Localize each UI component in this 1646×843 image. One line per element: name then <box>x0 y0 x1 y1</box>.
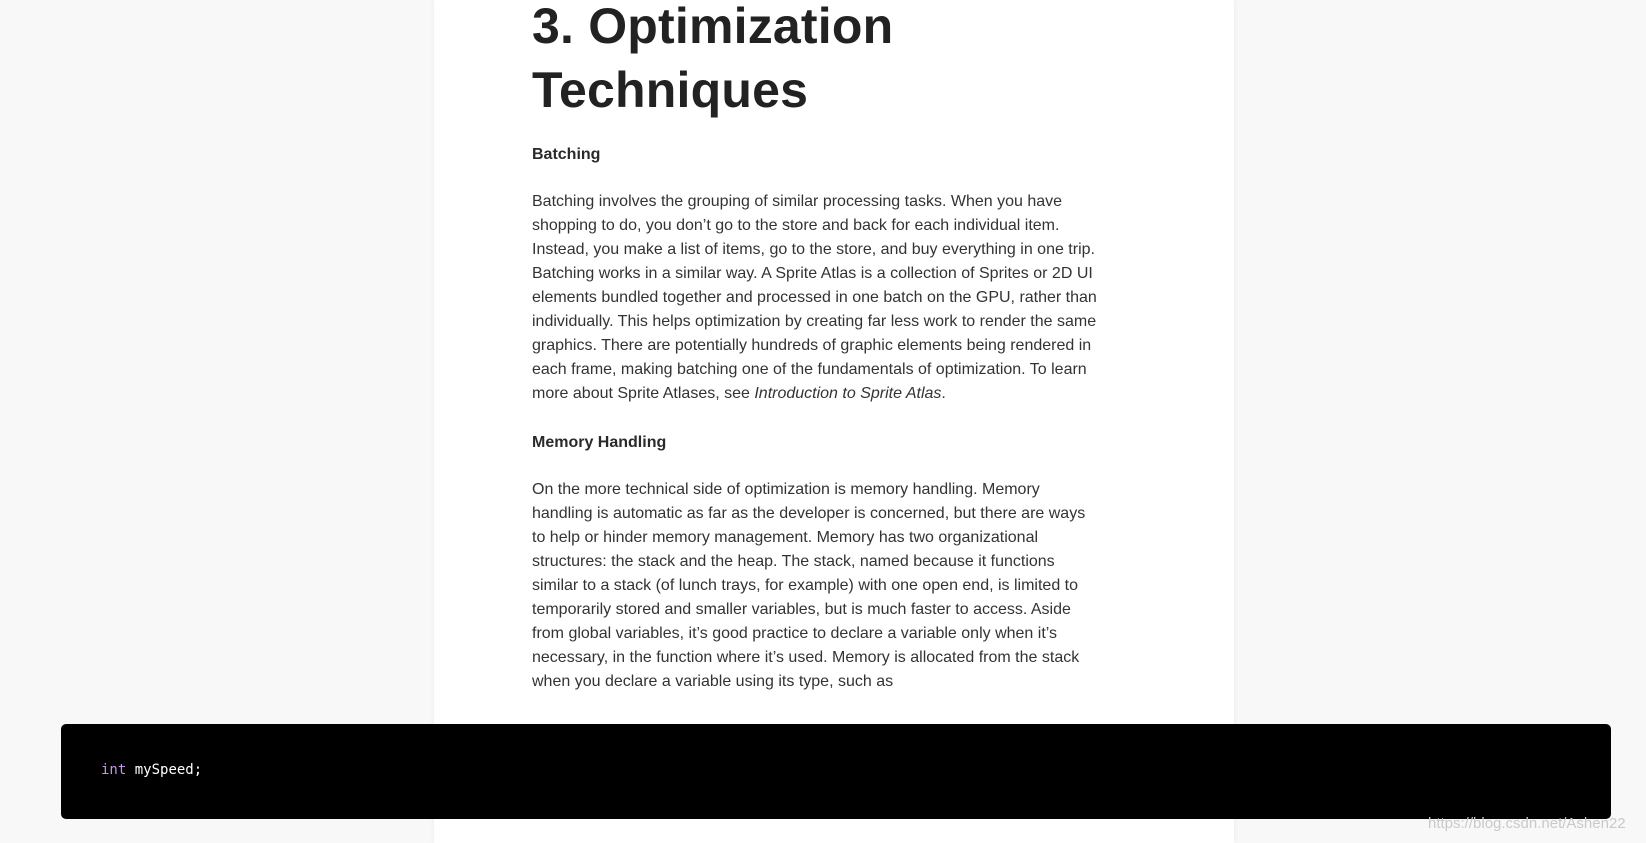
paragraph-line: elements bundled together and processed in one batch on the GPU, rather than <box>532 289 1097 306</box>
paragraph-line: graphics. There are potentially hundreds of graphic elements being rendered in <box>532 337 1092 354</box>
paragraph-line: from global variables, it’s good practice to declare a variable only when it’s <box>532 625 1058 642</box>
code-keyword: int <box>101 762 127 778</box>
code-line <box>101 762 202 778</box>
paragraph-line: handling is automatic as far as the developer is concerned, but there are ways <box>532 505 1086 522</box>
paragraph-text: more about Sprite Atlases, see <box>532 385 755 402</box>
paragraph-line: to help or hinder memory management. Memory has two organizational <box>532 529 1039 546</box>
batching-paragraph <box>532 190 1142 406</box>
paragraph-line: necessary, in the function where it’s used. Memory is allocated from the stack <box>532 649 1080 666</box>
paragraph-line: when you declare a variable using its type, such as <box>532 673 894 690</box>
paragraph-line: individually. This helps optimization by creating far less work to render the same <box>532 313 1097 330</box>
section-title <box>532 0 893 122</box>
paragraph-line: temporarily stored and smaller variables, but is much faster to access. Aside <box>532 601 1071 618</box>
memory-paragraph <box>532 478 1142 694</box>
sprite-atlas-link[interactable]: Introduction to Sprite Atlas <box>754 385 942 402</box>
paragraph-line: Instead, you make a list of items, go to the store, and buy everything in one trip. <box>532 241 1095 258</box>
paragraph-line: On the more technical side of optimization is memory handling. Memory <box>532 481 1040 498</box>
section-title-line-1: 3. Optimization <box>532 0 894 54</box>
paragraph-line-last <box>532 382 1142 406</box>
paragraph-line: similar to a stack (of lunch trays, for example) with one open end, is limited to <box>532 577 1079 594</box>
watermark: https://blog.csdn.net/Ashen22 <box>1428 815 1626 832</box>
paragraph-line: each frame, making batching one of the fundamentals of optimization. To learn <box>532 361 1087 378</box>
section-title-line-2: Techniques <box>532 62 809 118</box>
paragraph-line: structures: the stack and the heap. The stack, named because it functions <box>532 553 1055 570</box>
memory-handling-heading: Memory Handling <box>532 434 667 451</box>
paragraph-line: Batching works in a similar way. A Sprite Atlas is a collection of Sprites or 2D UI <box>532 265 1093 282</box>
article-card <box>434 0 1234 843</box>
paragraph-line: shopping to do, you don’t go to the store and back for each individual item. <box>532 217 1060 234</box>
paragraph-text: . <box>941 385 946 402</box>
code-identifier: mySpeed; <box>126 762 203 778</box>
code-block <box>61 724 1611 819</box>
paragraph-line: Batching involves the grouping of similar processing tasks. When you have <box>532 193 1063 210</box>
batching-heading: Batching <box>532 146 601 163</box>
